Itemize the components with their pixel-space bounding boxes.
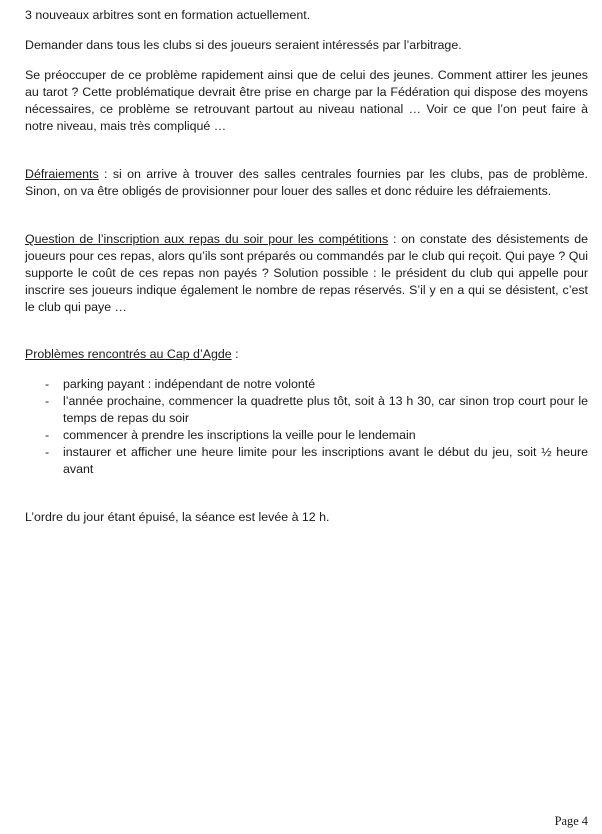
document-body [25, 7, 588, 526]
inscription-text: : on constate des désistements de joueurs pour ces repas, alors qu’ils sont préparés ou commandés par le club qui reçoit. Qui paye ? Qui supporte le coût de ces repas non payés ? Solution possible : le président du club qui appelle pour inscrire ses joueurs indique également le nombre de repas réservés. S’il y en a qui se désistent, c’est le club qui paye … [25, 232, 589, 314]
defraiements-text: : si on arrive à trouver des salles centrales fournies par les clubs, pas de problème. Sinon, on va être obligés de provisionner pour louer des salles et donc réduire les défraiements. [25, 167, 588, 198]
cap-agde-heading-suffix: : [231, 347, 239, 361]
paragraph-defraiements [25, 166, 588, 200]
paragraph-arbitrage-clubs: Demander dans tous les clubs si des joueurs seraient intéressés par l’arbitrage. [25, 38, 462, 52]
cap-agde-heading-line [25, 346, 588, 363]
cap-agde-heading: Problèmes rencontrés au Cap d’Agde [25, 347, 232, 361]
inscription-heading: Question de l’inscription aux repas du soir pour les compétitions [25, 232, 389, 246]
page-number: Page 4 [554, 814, 588, 828]
list-item: - l’année prochaine, commencer la quadrette plus tôt, soit à 13 h 30, car sinon trop court pour le temps de repas du soir [25, 393, 588, 427]
cap-agde-problem-list [25, 376, 588, 478]
defraiements-heading: Défraiements [25, 167, 99, 181]
list-item: - parking payant : indépendant de notre volonté [25, 376, 588, 393]
paragraph-arbitres-formation: 3 nouveaux arbitres sont en formation actuellement. [25, 8, 311, 22]
list-item: - commencer à prendre les inscriptions la veille pour le lendemain [25, 427, 588, 444]
paragraph-closing: L’ordre du jour étant épuisé, la séance est levée à 12 h. [25, 510, 330, 524]
list-item: - instaurer et afficher une heure limite pour les inscriptions avant le début du jeu, soit ½ heure avant [25, 444, 588, 478]
paragraph-inscription-repas [25, 231, 588, 316]
paragraph-jeunes: Se préoccuper de ce problème rapidement ainsi que de celui des jeunes. Comment attirer les jeunes au tarot ? Cette problématique devrait être prise en charge par la Fédération qui dispose des moyens nécessaires, ce problème se retrouvant partout au niveau national … Voir ce que l’on peut faire à notre niveau, mais très compliqué … [25, 68, 588, 133]
